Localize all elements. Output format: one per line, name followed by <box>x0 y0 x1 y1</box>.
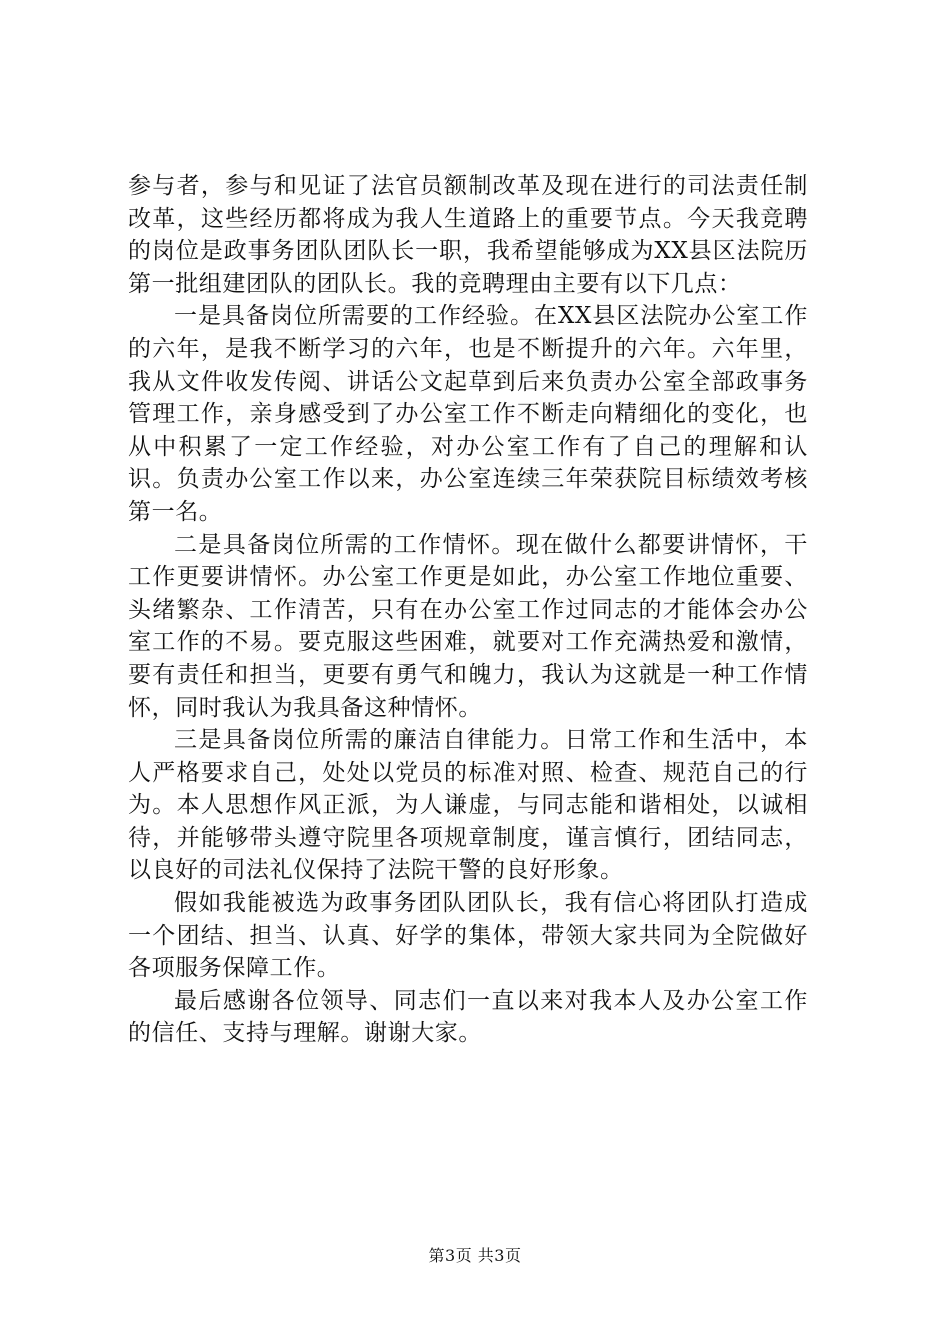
page-footer: 第3页 共3页 <box>428 1246 522 1265</box>
paragraph-thanks: 最后感谢各位领导、同志们一直以来对我本人及办公室工作的信任、支持与理解。谢谢大家。 <box>128 987 808 1047</box>
paragraph-work-passion: 二是具备岗位所需的工作情怀。现在做什么都要讲情怀，干工作更要讲情怀。办公室工作更是如此，办公室工作地位重要、头绪繁杂、工作清苦，只有在办公室工作过同志的才能体会办公室工作的不易。要克服这些困难，就要对工作充满热爱和激情，要有责任和担当，更要有勇气和魄力，我认为这就是一种工作情怀，同时我认为我具备这种情怀。 <box>128 531 808 721</box>
paragraph-integrity: 三是具备岗位所需的廉洁自律能力。日常工作和生活中，本人严格要求自己，处处以党员的标准对照、检查、规范自己的行为。本人思想作风正派，为人谦虚，与同志能和谐相处，以诚相待，并能够带头遵守院里各项规章制度，谨言慎行，团结同志，以良好的司法礼仪保持了法院干警的良好形象。 <box>128 727 808 884</box>
paragraph-work-experience: 一是具备岗位所需要的工作经验。在XX县区法院办公室工作的六年，是我不断学习的六年，也是不断提升的六年。六年里，我从文件收发传阅、讲话公文起草到后来负责办公室全部政事务管理工作，亲身感受到了办公室工作不断走向精细化的变化，也从中积累了一定工作经验，对办公室工作有了自己的理解和认识。负责办公室工作以来，办公室连续三年荣获院目标绩效考核第一名。 <box>128 303 808 525</box>
document-body <box>128 170 808 1050</box>
paragraph-commitment: 假如我能被选为政事务团队团队长，我有信心将团队打造成一个团结、担当、认真、好学的集体，带领大家共同为全院做好各项服务保障工作。 <box>128 890 808 982</box>
paragraph-continued: 参与者，参与和见证了法官员额制改革及现在进行的司法责任制改革，这些经历都将成为我人生道路上的重要节点。今天我竞聘的岗位是政事务团队团队长一职，我希望能够成为XX县区法院历第一批组建团队的团队长。我的竞聘理由主要有以下几点： <box>128 173 808 297</box>
